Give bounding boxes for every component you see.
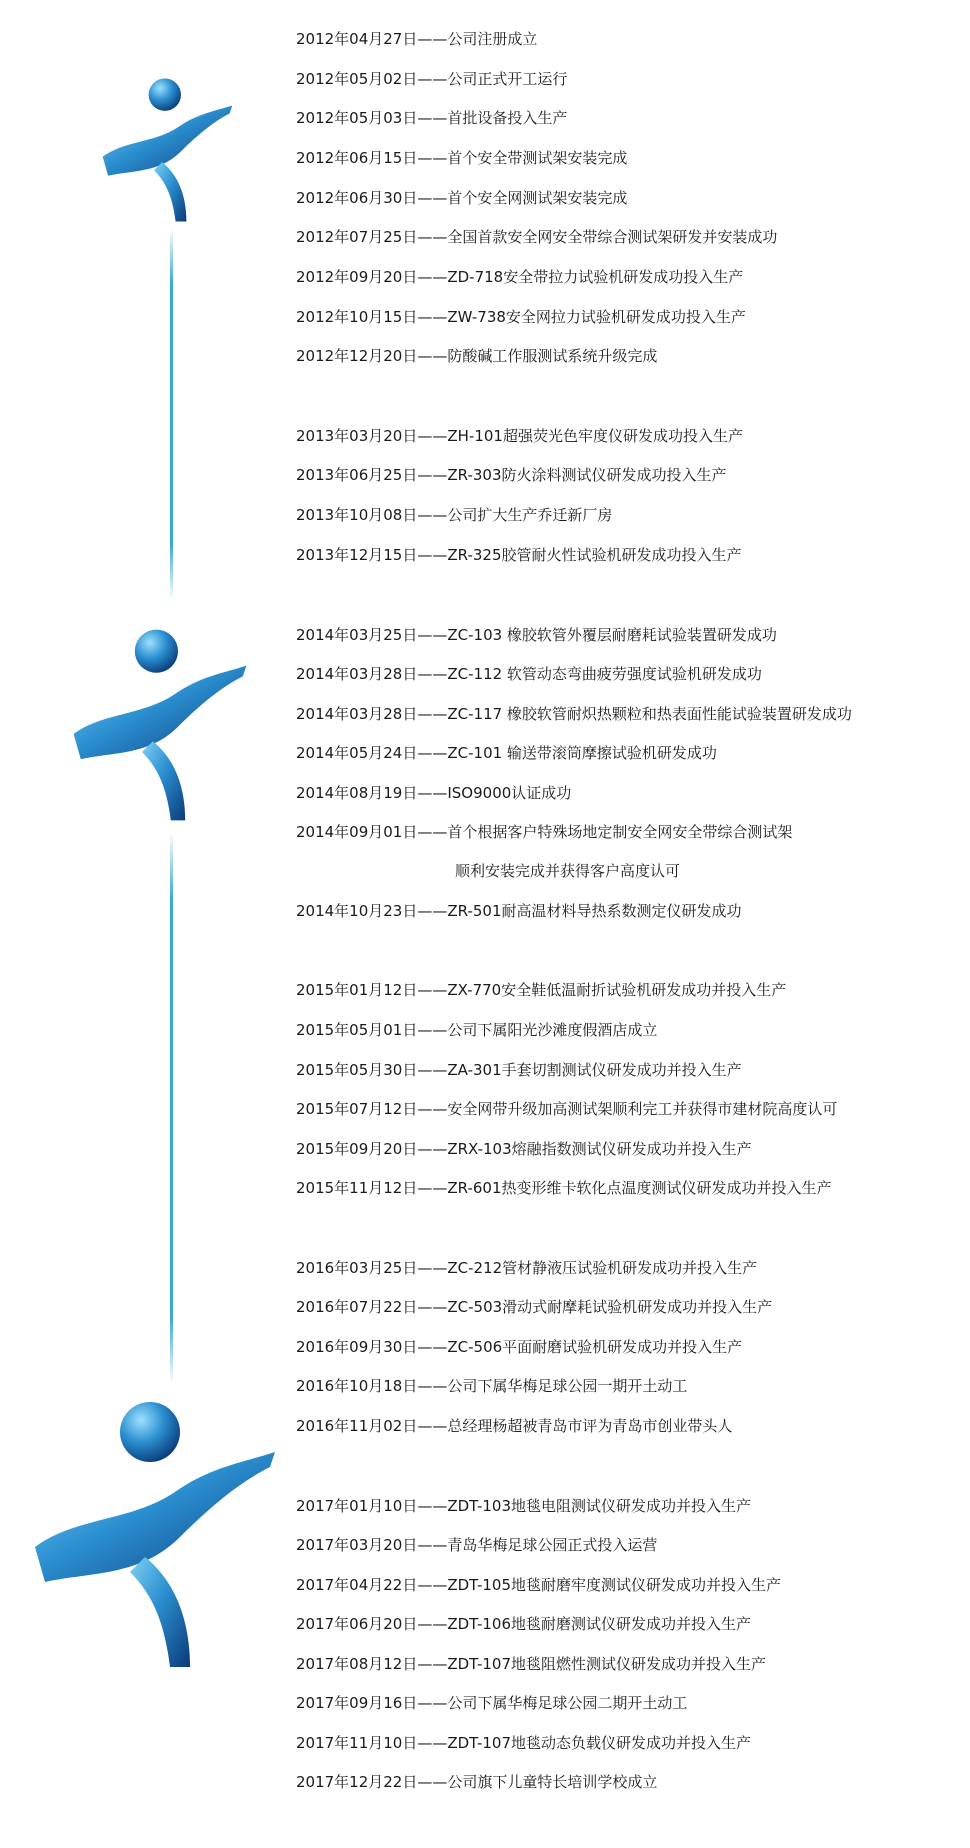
entry-date: 2012年12月20日 — [296, 347, 418, 365]
entry-date: 2017年06月20日 — [296, 1615, 418, 1633]
entry-event: ZA-301手套切割测试仪研发成功并投入生产 — [447, 1061, 742, 1079]
entry-event: 防酸碱工作服测试系统升级完成 — [447, 347, 658, 365]
entry-event: 首批设备投入生产 — [447, 109, 568, 127]
entry-date: 2016年07月22日 — [296, 1298, 418, 1316]
entry-separator: —— — [417, 1061, 448, 1079]
entry-date: 2017年11月10日 — [296, 1734, 418, 1752]
entry-event: 公司正式开工运行 — [447, 70, 568, 88]
entry-event: ZDT-107地毯阻燃性测试仪研发成功并投入生产 — [447, 1655, 767, 1673]
entry-date: 2012年05月03日 — [296, 109, 418, 127]
entry-separator: —— — [417, 1377, 448, 1395]
entry-event: 公司下属华梅足球公园一期开土动工 — [447, 1377, 688, 1395]
entry-event: ZC-103 橡胶软管外覆层耐磨耗试验装置研发成功 — [447, 626, 777, 644]
entry-event: ZRX-103熔融指数测试仪研发成功并投入生产 — [447, 1140, 752, 1158]
entry-event: ISO9000认证成功 — [447, 784, 572, 802]
timeline-entry — [296, 1375, 687, 1397]
timeline-entry — [296, 1653, 766, 1675]
timeline-entry — [296, 1415, 732, 1437]
entry-separator: —— — [417, 1140, 448, 1158]
entry-date: 2012年10月15日 — [296, 308, 418, 326]
entry-event: ZC-506平面耐磨试验机研发成功并投入生产 — [447, 1338, 743, 1356]
entry-date: 2017年12月22日 — [296, 1773, 418, 1791]
entry-event: 首个根据客户特殊场地定制安全网安全带综合测试架 — [447, 823, 793, 841]
entry-separator: —— — [417, 506, 448, 524]
entry-separator: —— — [417, 30, 448, 48]
entry-date: 2014年03月25日 — [296, 626, 418, 644]
entry-separator: —— — [417, 1298, 448, 1316]
timeline-entry — [296, 1257, 757, 1279]
entry-date: 2014年09月01日 — [296, 823, 418, 841]
entry-date: 2014年10月23日 — [296, 902, 418, 920]
timeline-entry — [296, 187, 627, 209]
timeline-entry — [296, 1692, 687, 1714]
timeline-entry — [296, 1613, 751, 1635]
timeline-entry — [296, 28, 537, 50]
entry-event: 首个安全带测试架安装完成 — [447, 149, 628, 167]
entry-date: 2017年01月10日 — [296, 1497, 418, 1515]
entry-date: 2012年09月20日 — [296, 268, 418, 286]
timeline-entry — [296, 782, 571, 804]
entry-separator: —— — [417, 1417, 448, 1435]
entry-event: ZC-212管材静液压试验机研发成功并投入生产 — [447, 1259, 758, 1277]
timeline-entry — [296, 1336, 742, 1358]
entry-event: 首个安全网测试架安装完成 — [447, 189, 628, 207]
entry-separator: —— — [417, 823, 448, 841]
entry-separator: —— — [417, 1259, 448, 1277]
timeline-entry — [296, 345, 657, 367]
entry-event: 总经理杨超被青岛市评为青岛市创业带头人 — [447, 1417, 733, 1435]
timeline-entry — [296, 1495, 751, 1517]
entry-event: ZR-601热变形维卡软化点温度测试仪研发成功并投入生产 — [447, 1179, 832, 1197]
timeline-entry — [455, 860, 680, 882]
entry-event: ZDT-107地毯动态负载仪研发成功并投入生产 — [447, 1734, 752, 1752]
entry-event: ZC-112 软管动态弯曲疲劳强度试验机研发成功 — [447, 665, 762, 683]
entry-separator: —— — [417, 546, 448, 564]
timeline-entry — [296, 821, 792, 843]
entry-separator: —— — [417, 1615, 448, 1633]
entry-separator: —— — [417, 1338, 448, 1356]
entry-event: 顺利安装完成并获得客户高度认可 — [455, 862, 681, 880]
entry-separator: —— — [417, 1021, 448, 1039]
timeline-entry — [296, 663, 762, 685]
entry-date: 2012年04月27日 — [296, 30, 418, 48]
entry-date: 2016年03月25日 — [296, 1259, 418, 1277]
timeline-entry — [296, 742, 717, 764]
entry-date: 2012年07月25日 — [296, 228, 418, 246]
timeline-entry — [296, 425, 743, 447]
entry-event: ZR-325胶管耐火性试验机研发成功投入生产 — [447, 546, 742, 564]
entry-event: 公司注册成立 — [447, 30, 538, 48]
timeline-entry — [296, 504, 612, 526]
entry-date: 2013年10月08日 — [296, 506, 418, 524]
entry-separator: —— — [417, 665, 448, 683]
timeline-entry — [296, 1098, 837, 1120]
entry-date: 2015年05月01日 — [296, 1021, 418, 1039]
timeline-entry — [296, 306, 746, 328]
entry-separator: —— — [417, 308, 448, 326]
entry-separator: —— — [417, 1655, 448, 1673]
entry-separator: —— — [417, 784, 448, 802]
timeline-entry — [296, 1534, 657, 1556]
entry-event: ZR-303防火涂料测试仪研发成功投入生产 — [447, 466, 727, 484]
timeline-entry — [296, 1732, 751, 1754]
entry-separator: —— — [417, 744, 448, 762]
timeline-entry — [296, 1138, 752, 1160]
entry-date: 2015年11月12日 — [296, 1179, 418, 1197]
timeline-entry — [296, 1296, 772, 1318]
entry-event: 公司扩大生产乔迁新厂房 — [447, 506, 613, 524]
entry-separator: —— — [417, 109, 448, 127]
entry-event: ZR-501耐高温材料导热系数测定仪研发成功 — [447, 902, 742, 920]
entry-separator: —— — [417, 228, 448, 246]
entry-date: 2016年09月30日 — [296, 1338, 418, 1356]
entry-separator: —— — [417, 1100, 448, 1118]
entry-date: 2014年05月24日 — [296, 744, 418, 762]
entry-separator: —— — [417, 1694, 448, 1712]
entry-separator: —— — [417, 1179, 448, 1197]
entry-date: 2014年03月28日 — [296, 665, 418, 683]
entry-date: 2017年09月16日 — [296, 1694, 418, 1712]
timeline-entry — [296, 979, 786, 1001]
timeline-entry — [296, 1574, 781, 1596]
entry-separator: —— — [417, 626, 448, 644]
timeline-entry — [296, 266, 743, 288]
entry-separator: —— — [417, 70, 448, 88]
timeline-entry — [296, 624, 777, 646]
entry-date: 2015年01月12日 — [296, 981, 418, 999]
timeline-entry — [296, 107, 567, 129]
entry-date: 2015年07月12日 — [296, 1100, 418, 1118]
entry-date: 2015年05月30日 — [296, 1061, 418, 1079]
entry-separator: —— — [417, 347, 448, 365]
entry-event: ZX-770安全鞋低温耐折试验机研发成功并投入生产 — [447, 981, 787, 999]
timeline-entry — [296, 1177, 832, 1199]
entry-event: ZC-101 输送带滚筒摩擦试验机研发成功 — [447, 744, 717, 762]
entry-date: 2017年04月22日 — [296, 1576, 418, 1594]
entry-event: 安全网带升级加高测试架顺利完工并获得市建材院高度认可 — [447, 1100, 838, 1118]
entry-separator: —— — [417, 1576, 448, 1594]
entry-event: ZDT-103地毯电阻测试仪研发成功并投入生产 — [447, 1497, 752, 1515]
entry-event: ZDT-105地毯耐磨牢度测试仪研发成功并投入生产 — [447, 1576, 782, 1594]
entry-separator: —— — [417, 1734, 448, 1752]
entry-separator: —— — [417, 705, 448, 723]
entry-date: 2013年03月20日 — [296, 427, 418, 445]
timeline-entry — [296, 1059, 742, 1081]
entry-date: 2012年06月15日 — [296, 149, 418, 167]
entry-separator: —— — [417, 268, 448, 286]
entry-date: 2014年03月28日 — [296, 705, 418, 723]
entry-separator: —— — [417, 902, 448, 920]
timeline-entry — [296, 703, 852, 725]
entry-event: 公司下属阳光沙滩度假酒店成立 — [447, 1021, 658, 1039]
entry-date: 2014年08月19日 — [296, 784, 418, 802]
entry-event: ZC-117 橡胶软管耐炽热颗粒和热表面性能试验装置研发成功 — [447, 705, 852, 723]
entry-separator: —— — [417, 981, 448, 999]
entry-event: ZH-101超强荧光色牢度仪研发成功投入生产 — [447, 427, 743, 445]
entry-separator: —— — [417, 1536, 448, 1554]
entry-date: 2012年06月30日 — [296, 189, 418, 207]
timeline-entry — [296, 1771, 657, 1793]
entry-date: 2012年05月02日 — [296, 70, 418, 88]
entry-separator: —— — [417, 427, 448, 445]
entry-separator: —— — [417, 189, 448, 207]
timeline-entry — [296, 147, 627, 169]
timeline-entry — [296, 68, 567, 90]
entry-event: ZW-738安全网拉力试验机研发成功投入生产 — [447, 308, 746, 326]
entry-event: ZDT-106地毯耐磨测试仪研发成功并投入生产 — [447, 1615, 752, 1633]
entry-event: 全国首款安全网安全带综合测试架研发并安装成功 — [447, 228, 778, 246]
entry-separator: —— — [417, 1773, 448, 1791]
entry-date: 2017年03月20日 — [296, 1536, 418, 1554]
entry-separator: —— — [417, 466, 448, 484]
entry-event: 公司旗下儿童特长培训学校成立 — [447, 1773, 658, 1791]
entry-separator: —— — [417, 149, 448, 167]
entry-date: 2016年11月02日 — [296, 1417, 418, 1435]
entry-date: 2015年09月20日 — [296, 1140, 418, 1158]
timeline-entry — [296, 464, 727, 486]
timeline-entry — [296, 900, 742, 922]
entry-event: ZD-718安全带拉力试验机研发成功投入生产 — [447, 268, 744, 286]
entry-event: ZC-503滑动式耐摩耗试验机研发成功并投入生产 — [447, 1298, 773, 1316]
timeline-entry — [296, 1019, 657, 1041]
entry-date: 2013年06月25日 — [296, 466, 418, 484]
entry-event: 青岛华梅足球公园正式投入运营 — [447, 1536, 658, 1554]
entry-date: 2017年08月12日 — [296, 1655, 418, 1673]
entry-date: 2013年12月15日 — [296, 546, 418, 564]
entry-date: 2016年10月18日 — [296, 1377, 418, 1395]
timeline-entry — [296, 226, 777, 248]
timeline-entry — [296, 544, 742, 566]
entry-event: 公司下属华梅足球公园二期开土动工 — [447, 1694, 688, 1712]
entry-separator: —— — [417, 1497, 448, 1515]
